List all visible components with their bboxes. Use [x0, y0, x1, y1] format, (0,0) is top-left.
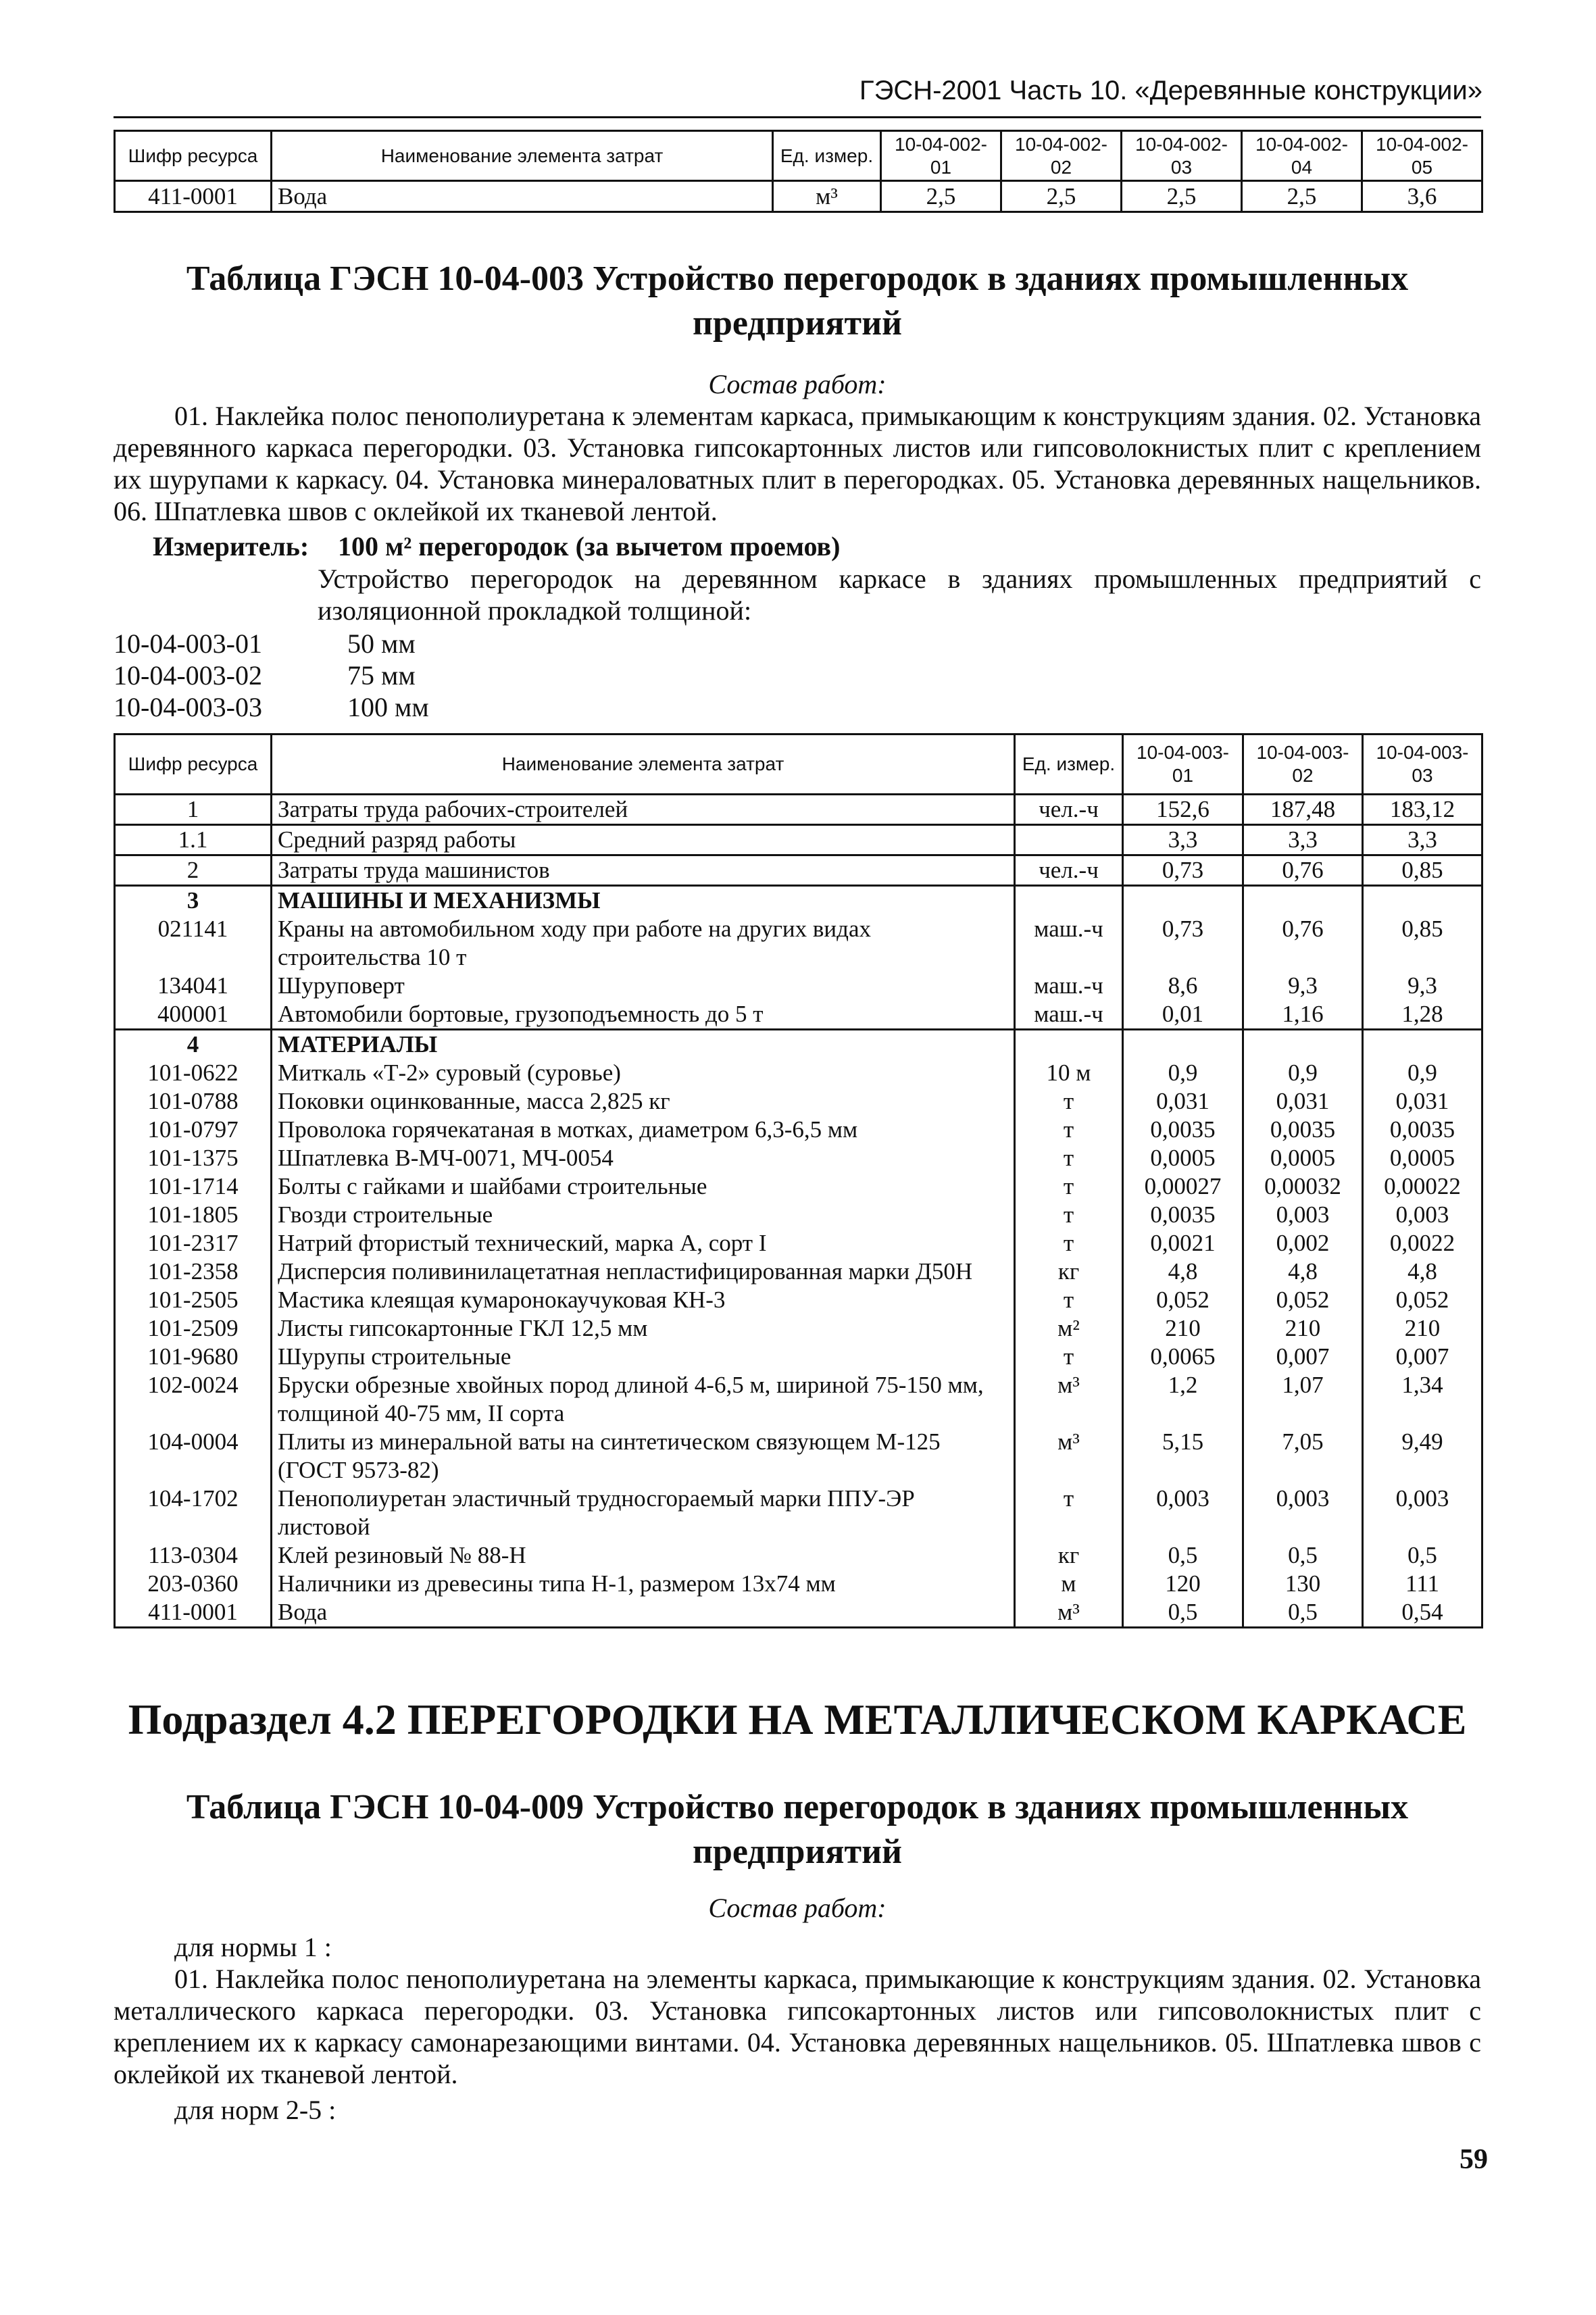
cell-value: 0,031 — [1123, 1087, 1243, 1116]
resource-table — [114, 733, 1483, 1628]
cell-unit: м³ — [1015, 1428, 1123, 1485]
table-row — [115, 1570, 1482, 1598]
cell-name: Автомобили бортовые, грузоподъемность до 5 т — [272, 1000, 1015, 1030]
cell-name: Клей резиновый № 88-Н — [272, 1541, 1015, 1570]
cell-value: 130 — [1243, 1570, 1363, 1598]
cell-unit: т — [1015, 1087, 1123, 1116]
cell-unit: маш.-ч — [1015, 1000, 1123, 1030]
cell-unit: м³ — [773, 181, 881, 212]
table-continuation — [114, 130, 1483, 213]
norm-scope-label: для норм 2-5 : — [174, 2095, 336, 2125]
cell-unit: м² — [1015, 1314, 1123, 1343]
cell-value: 210 — [1363, 1314, 1482, 1343]
cell-value: 0,73 — [1123, 915, 1243, 972]
cell-value: 152,6 — [1123, 795, 1243, 825]
cell-name: Затраты труда рабочих-строителей — [272, 795, 1015, 825]
cell-name: Плиты из минеральной ваты на синтетическом связующем М-125 (ГОСТ 9573-82) — [272, 1428, 1015, 1485]
cell-code: 411-0001 — [115, 181, 272, 212]
cell-code: 113-0304 — [115, 1541, 272, 1570]
cell-value: 1,34 — [1363, 1371, 1482, 1428]
cell-code: 101-0788 — [115, 1087, 272, 1116]
cell-name: Наличники из древесины типа Н-1, размером 13х74 мм — [272, 1570, 1015, 1598]
cell-value: 0,9 — [1363, 1059, 1482, 1087]
cell-value: 5,15 — [1123, 1428, 1243, 1485]
cell-value: 0,5 — [1363, 1541, 1482, 1570]
cell-unit: м³ — [1015, 1371, 1123, 1428]
cell-value: 0,0022 — [1363, 1229, 1482, 1258]
cell-code: 102-0024 — [115, 1371, 272, 1428]
cell-value: 0,00027 — [1123, 1172, 1243, 1201]
cell-value: 3,3 — [1363, 825, 1482, 855]
col-header-norm: 10-04-003-01 — [1123, 735, 1243, 795]
cell-code: 3 — [115, 886, 272, 916]
table-row — [115, 972, 1482, 1000]
cell-value: 0,031 — [1243, 1087, 1363, 1116]
cell-unit: т — [1015, 1144, 1123, 1172]
cell-value: 1,16 — [1243, 1000, 1363, 1030]
cell-value: 8,6 — [1123, 972, 1243, 1000]
col-header-norm: 10-04-002-02 — [1001, 131, 1122, 181]
composition-label: Состав работ: — [708, 369, 887, 399]
cell-value: 0,002 — [1243, 1229, 1363, 1258]
cell-name: Вода — [272, 181, 773, 212]
cell-name: МАШИНЫ И МЕХАНИЗМЫ — [272, 886, 1015, 916]
cell-value: 0,01 — [1123, 1000, 1243, 1030]
col-header-norm: 10-04-002-03 — [1122, 131, 1242, 181]
cell-value: 2,5 — [1242, 181, 1362, 212]
norm-scope-label: для нормы 1 : — [174, 1932, 332, 1962]
meter-value: 100 м² перегородок (за вычетом проемов) — [338, 531, 841, 562]
table-row — [115, 1116, 1482, 1144]
cell-value: 0,003 — [1123, 1485, 1243, 1541]
cell-code: 1 — [115, 795, 272, 825]
cell-value — [1123, 886, 1243, 916]
col-header-norm: 10-04-002-04 — [1242, 131, 1362, 181]
cell-value: 0,76 — [1243, 855, 1363, 886]
col-header-norm: 10-04-003-02 — [1243, 735, 1363, 795]
col-header-norm: 10-04-002-05 — [1362, 131, 1482, 181]
table-row — [115, 1201, 1482, 1229]
cell-name: Затраты труда машинистов — [272, 855, 1015, 886]
norm-value: 50 мм — [347, 628, 416, 659]
cell-code: 104-1702 — [115, 1485, 272, 1541]
table-row — [115, 1598, 1482, 1628]
table-row — [115, 1286, 1482, 1314]
cell-value: 9,49 — [1363, 1428, 1482, 1485]
header-rule — [114, 116, 1481, 118]
cell-code: 101-2509 — [115, 1314, 272, 1343]
cell-value: 2,5 — [1001, 181, 1122, 212]
norm-code: 10-04-003-03 — [114, 692, 262, 722]
cell-unit — [1015, 825, 1123, 855]
resource-table-body — [115, 795, 1482, 1628]
cell-value: 0,052 — [1123, 1286, 1243, 1314]
cell-code: 101-9680 — [115, 1343, 272, 1371]
cell-name: Средний разряд работы — [272, 825, 1015, 855]
cell-code: 400001 — [115, 1000, 272, 1030]
cell-value: 0,5 — [1123, 1541, 1243, 1570]
cell-value: 0,0065 — [1123, 1343, 1243, 1371]
cell-value — [1363, 886, 1482, 916]
col-header-norm: 10-04-003-03 — [1363, 735, 1482, 795]
cell-code: 2 — [115, 855, 272, 886]
cell-code: 101-1375 — [115, 1144, 272, 1172]
composition-text: 01. Наклейка полос пенополиуретана к элементам каркаса, примыкающим к конструкциям здания. 02. Установка деревянного каркаса перегородки. 03. Установка гипсокартонных листов или гипсоволокнистых плит с креплением их шурупами к каркасу. 04. Установка минераловатных плит в перегородках. 05. Установка деревянных нащельников. 06. Шпатлевка швов с оклейкой их тканевой лентой. — [114, 401, 1481, 526]
cell-value — [1243, 886, 1363, 916]
cell-value: 1,28 — [1363, 1000, 1482, 1030]
table-row — [115, 1144, 1482, 1172]
cell-name: Дисперсия поливинилацетатная непластифицированная марки Д50Н — [272, 1258, 1015, 1286]
cell-name: Листы гипсокартонные ГКЛ 12,5 мм — [272, 1314, 1015, 1343]
col-header-name: Наименование элемента затрат — [272, 131, 773, 181]
cell-name: Мастика клеящая кумаронокаучуковая КН-3 — [272, 1286, 1015, 1314]
col-header-unit: Ед. измер. — [1015, 735, 1123, 795]
col-header-unit: Ед. измер. — [773, 131, 881, 181]
cell-value: 0,052 — [1363, 1286, 1482, 1314]
cell-value: 210 — [1243, 1314, 1363, 1343]
table-title: Таблица ГЭСН 10-04-003 Устройство перегородок в зданиях промышленных предприятий — [186, 259, 1409, 343]
cell-code: 021141 — [115, 915, 272, 972]
page-number: 59 — [1460, 2144, 1488, 2175]
cell-value: 9,3 — [1243, 972, 1363, 1000]
cell-value: 4,8 — [1243, 1258, 1363, 1286]
cell-value: 0,007 — [1363, 1343, 1482, 1371]
cell-code: 1.1 — [115, 825, 272, 855]
cell-value: 210 — [1123, 1314, 1243, 1343]
cell-value: 0,9 — [1243, 1059, 1363, 1087]
cell-value: 0,5 — [1243, 1541, 1363, 1570]
cell-value: 2,5 — [881, 181, 1001, 212]
cell-value — [1123, 1030, 1243, 1060]
cell-value: 1,2 — [1123, 1371, 1243, 1428]
col-header-name: Наименование элемента затрат — [272, 735, 1015, 795]
table-row — [115, 1059, 1482, 1087]
cell-unit: т — [1015, 1201, 1123, 1229]
cell-unit: маш.-ч — [1015, 972, 1123, 1000]
cell-value: 0,0005 — [1243, 1144, 1363, 1172]
cell-value — [1243, 1030, 1363, 1060]
cell-value: 0,003 — [1363, 1201, 1482, 1229]
cell-name: Гвозди строительные — [272, 1201, 1015, 1229]
cell-unit: м³ — [1015, 1598, 1123, 1628]
cell-value: 0,0021 — [1123, 1229, 1243, 1258]
cell-value: 0,00022 — [1363, 1172, 1482, 1201]
cell-unit: т — [1015, 1229, 1123, 1258]
cell-name: МАТЕРИАЛЫ — [272, 1030, 1015, 1060]
cell-name: Шуруповерт — [272, 972, 1015, 1000]
cell-unit: чел.-ч — [1015, 855, 1123, 886]
table-row — [115, 1343, 1482, 1371]
cell-value: 3,6 — [1362, 181, 1482, 212]
cell-value: 0,5 — [1243, 1598, 1363, 1628]
cell-unit: т — [1015, 1286, 1123, 1314]
table-row — [115, 1087, 1482, 1116]
composition-text: 01. Наклейка полос пенополиуретана на элементы каркаса, примыкающие к конструкциям здания. 02. Установка металлического каркаса перегородки. 03. Установка гипсокартонных листов или гипсоволокнистых плит с креплением их к каркасу самонарезающими винтами. 04. Установка деревянных нащельников. 05. Шпатлевка швов с оклейкой их тканевой лентой. — [114, 1964, 1481, 2089]
cell-name: Бруски обрезные хвойных пород длиной 4-6,5 м, шириной 75-150 мм, толщиной 40-75 мм, II сорта — [272, 1371, 1015, 1428]
cell-value: 0,85 — [1363, 915, 1482, 972]
cell-unit — [1015, 886, 1123, 916]
col-header-code: Шифр ресурса — [115, 131, 272, 181]
cell-unit: маш.-ч — [1015, 915, 1123, 972]
cell-value: 0,0005 — [1123, 1144, 1243, 1172]
cell-name: Шурупы строительные — [272, 1343, 1015, 1371]
cell-value: 2,5 — [1122, 181, 1242, 212]
norm-code: 10-04-003-02 — [114, 660, 262, 691]
cell-value: 0,0035 — [1123, 1116, 1243, 1144]
table-row — [115, 1258, 1482, 1286]
table-row — [115, 1000, 1482, 1030]
col-header-norm: 10-04-002-01 — [881, 131, 1001, 181]
table-row — [115, 795, 1482, 825]
cell-value: 4,8 — [1363, 1258, 1482, 1286]
norm-value: 100 мм — [347, 692, 429, 722]
cell-name: Натрий фтористый технический, марка А, сорт I — [272, 1229, 1015, 1258]
running-header: ГЭСН-2001 Часть 10. «Деревянные конструкции» — [859, 76, 1482, 105]
table-row — [115, 1428, 1482, 1485]
norm-code: 10-04-003-01 — [114, 628, 262, 659]
cell-name: Краны на автомобильном ходу при работе на других видах строительства 10 т — [272, 915, 1015, 972]
cell-value: 0,003 — [1363, 1485, 1482, 1541]
cell-value: 0,031 — [1363, 1087, 1482, 1116]
cell-value: 3,3 — [1243, 825, 1363, 855]
cell-code: 411-0001 — [115, 1598, 272, 1628]
table-row — [115, 1172, 1482, 1201]
table-row — [115, 825, 1482, 855]
cell-value: 1,07 — [1243, 1371, 1363, 1428]
cell-name: Проволока горячекатаная в мотках, диаметром 6,3-6,5 мм — [272, 1116, 1015, 1144]
composition-label: Состав работ: — [708, 1893, 887, 1923]
cell-value: 120 — [1123, 1570, 1243, 1598]
cell-value: 4,8 — [1123, 1258, 1243, 1286]
cell-value: 9,3 — [1363, 972, 1482, 1000]
cell-value: 7,05 — [1243, 1428, 1363, 1485]
cell-unit: т — [1015, 1172, 1123, 1201]
table-row — [115, 886, 1482, 916]
cell-code: 101-2317 — [115, 1229, 272, 1258]
cell-code: 134041 — [115, 972, 272, 1000]
cell-code: 203-0360 — [115, 1570, 272, 1598]
norm-value: 75 мм — [347, 660, 416, 691]
table-row — [115, 1541, 1482, 1570]
cell-value: 0,5 — [1123, 1598, 1243, 1628]
table-row — [115, 855, 1482, 886]
cell-code: 4 — [115, 1030, 272, 1060]
cell-name: Болты с гайками и шайбами строительные — [272, 1172, 1015, 1201]
cell-code: 104-0004 — [115, 1428, 272, 1485]
cell-value — [1363, 1030, 1482, 1060]
meter-label: Измеритель: — [153, 531, 309, 562]
cell-value: 0,052 — [1243, 1286, 1363, 1314]
cell-value: 0,0005 — [1363, 1144, 1482, 1172]
cell-value: 187,48 — [1243, 795, 1363, 825]
cell-unit — [1015, 1030, 1123, 1060]
cell-value: 3,3 — [1123, 825, 1243, 855]
table-row — [115, 1229, 1482, 1258]
cell-code: 101-2505 — [115, 1286, 272, 1314]
cell-value: 0,85 — [1363, 855, 1482, 886]
cell-code: 101-0797 — [115, 1116, 272, 1144]
col-header-code: Шифр ресурса — [115, 735, 272, 795]
table-row — [115, 1030, 1482, 1060]
cell-unit: кг — [1015, 1258, 1123, 1286]
cell-value: 0,0035 — [1243, 1116, 1363, 1144]
cell-value: 0,007 — [1243, 1343, 1363, 1371]
cell-value: 0,76 — [1243, 915, 1363, 972]
cell-unit: кг — [1015, 1541, 1123, 1570]
cell-code: 101-0622 — [115, 1059, 272, 1087]
cell-name: Вода — [272, 1598, 1015, 1628]
table-row — [115, 1314, 1482, 1343]
cell-value: 183,12 — [1363, 795, 1482, 825]
table-row — [115, 1371, 1482, 1428]
cell-value: 0,0035 — [1363, 1116, 1482, 1144]
table-title: Таблица ГЭСН 10-04-009 Устройство перегородок в зданиях промышленных предприятий — [186, 1788, 1409, 1871]
cell-value: 0,9 — [1123, 1059, 1243, 1087]
cell-value: 0,0035 — [1123, 1201, 1243, 1229]
table-row — [115, 915, 1482, 972]
cell-unit: чел.-ч — [1015, 795, 1123, 825]
cell-value: 0,73 — [1123, 855, 1243, 886]
cell-code: 101-2358 — [115, 1258, 272, 1286]
cell-name: Поковки оцинкованные, масса 2,825 кг — [272, 1087, 1015, 1116]
cell-unit: 10 м — [1015, 1059, 1123, 1087]
cell-unit: т — [1015, 1485, 1123, 1541]
cell-name: Миткаль «Т-2» суровый (суровье) — [272, 1059, 1015, 1087]
cell-unit: м — [1015, 1570, 1123, 1598]
cell-name: Шпатлевка В-МЧ-0071, МЧ-0054 — [272, 1144, 1015, 1172]
cell-value: 0,54 — [1363, 1598, 1482, 1628]
cell-value: 0,003 — [1243, 1485, 1363, 1541]
table-row — [115, 1485, 1482, 1541]
cell-value: 0,00032 — [1243, 1172, 1363, 1201]
norm-description: Устройство перегородок на деревянном каркасе в зданиях промышленных предприятий с изоляционной прокладкой толщиной: — [318, 564, 1481, 626]
cell-code: 101-1714 — [115, 1172, 272, 1201]
table-row — [115, 181, 1482, 212]
cell-unit: т — [1015, 1116, 1123, 1144]
cell-name: Пенополиуретан эластичный трудносгораемый марки ППУ-ЭР листовой — [272, 1485, 1015, 1541]
cell-value: 0,003 — [1243, 1201, 1363, 1229]
cell-code: 101-1805 — [115, 1201, 272, 1229]
cell-unit: т — [1015, 1343, 1123, 1371]
subsection-title: Подраздел 4.2 ПЕРЕГОРОДКИ НА МЕТАЛЛИЧЕСКОМ КАРКАСЕ — [128, 1695, 1467, 1743]
cell-value: 111 — [1363, 1570, 1482, 1598]
